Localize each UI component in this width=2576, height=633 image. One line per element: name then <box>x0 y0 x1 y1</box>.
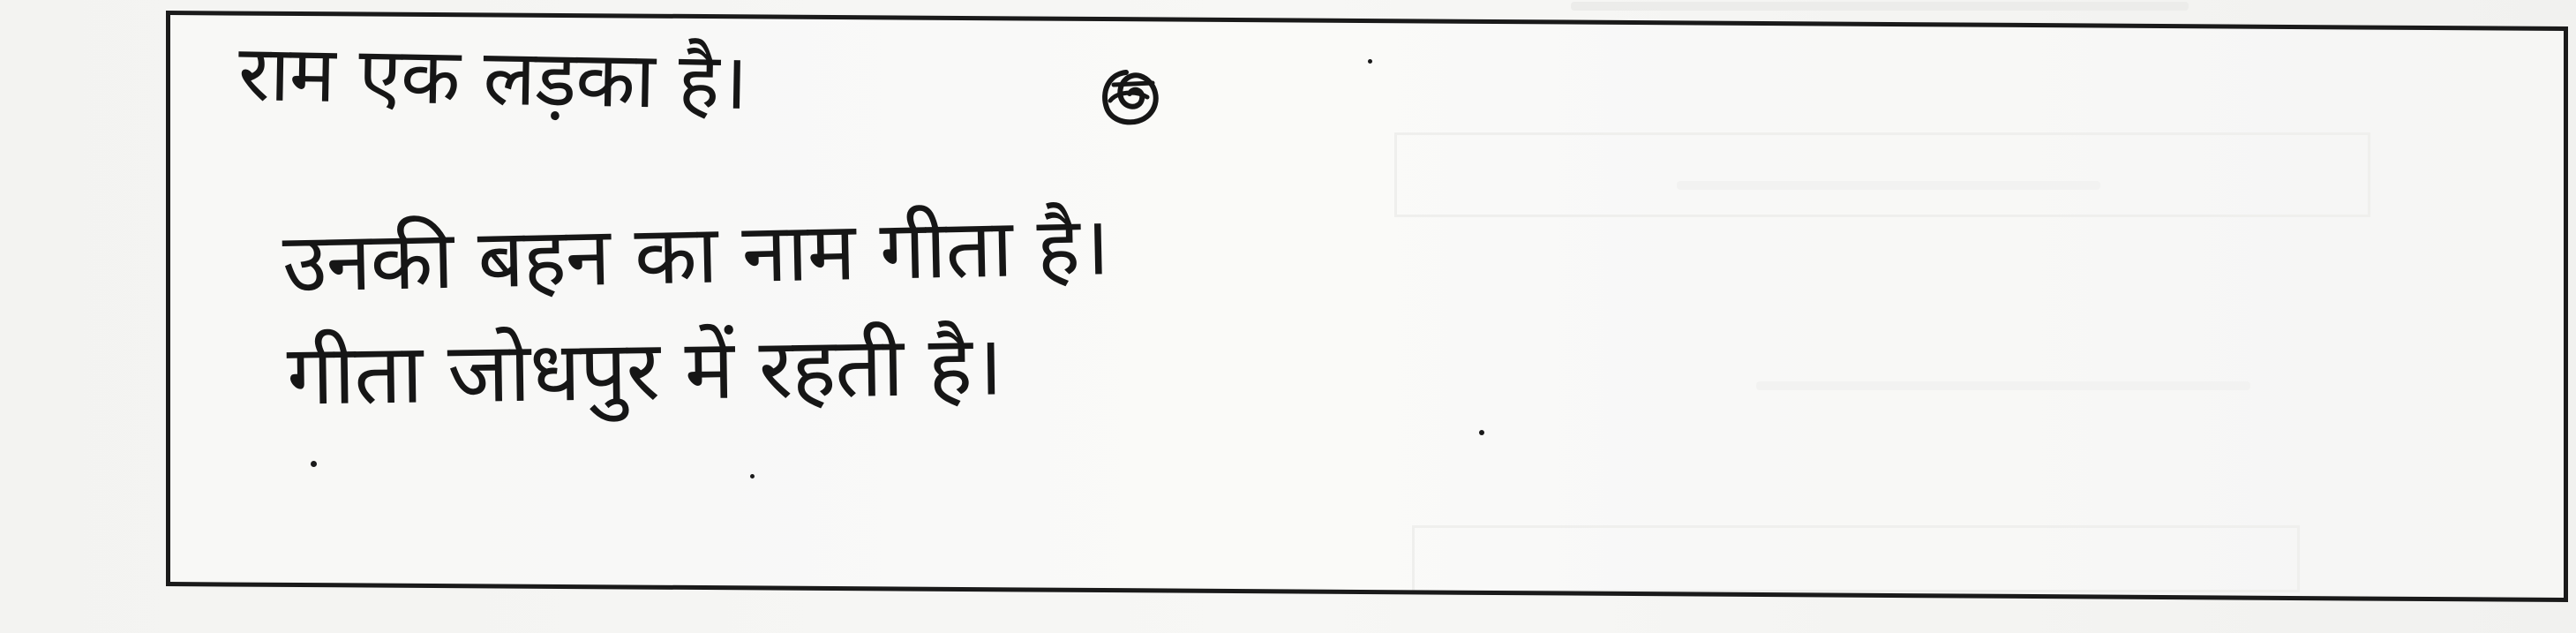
scan-speck <box>311 461 317 467</box>
bleed-through-line <box>1571 2 2189 11</box>
handwritten-line-2: उनकी बहन का नाम गीता है। <box>282 199 1110 311</box>
scan-speck <box>1479 430 1484 435</box>
scan-speck <box>750 474 755 479</box>
scan-speck <box>1368 59 1372 64</box>
handwritten-line-1: राम एक लड़का है। <box>237 26 748 128</box>
handwritten-line-3: गीता जोधपुर में रहती है। <box>286 318 1003 425</box>
ink-scribble-icon <box>1091 65 1170 136</box>
